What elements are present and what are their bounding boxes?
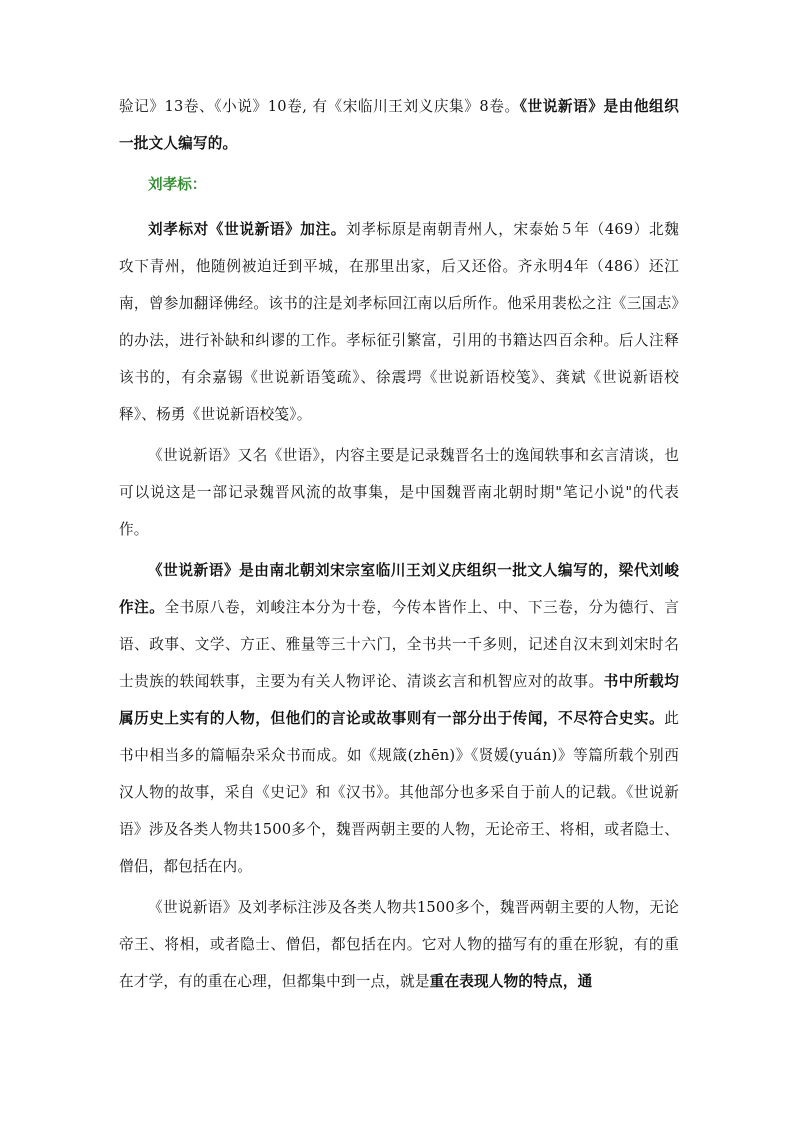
bold-compiled-by-him: 《世说新语》是由他组织一批文人编写的。 [119,98,680,152]
bold-annotation-lead: 刘孝标对《世说新语》加注。 [148,221,346,238]
section-heading-liu-xiaobiao: 刘孝标： [148,176,207,193]
text-sources: 此书中相当多的篇幅杂采众书而成。如《规箴(zhēn)》《贤媛(yuán)》等篇所载个别西汉人物的故事，采自《史记》和《汉书》。其他部分也多采自于前人的记载。《世说新语》涉及各类人物共1500多个，魏晋两朝主要的人物，无论帝王、将相，或者隐士、僧侣，都包括在内。 [119,710,679,875]
text-liu-xiaobiao-bio: 刘孝标原是南朝青州人，宋泰始５年（469）北魏攻下青州，他随例被迫迁到平城，在那里出家，后又还俗。齐永明4年（486）还江南，曾参加翻译佛经。该书的注是刘孝标回江南以后所作。他采用裴松之注《三国志》的办法，进行补缺和纠谬的工作。孝标征引繁富，引用的书籍达四百余种。后人注释该书的，有余嘉锡《世说新语笺疏》、徐震堮《世说新语校笺》、龚斌《世说新语校释》、杨勇《世说新语校笺》。 [119,221,679,423]
text-book-structure: 全书原八卷，刘峻注本分为十卷，今传本皆作上、中、下三卷，分为德行、言语、政事、文学、方正、雅量等三十六门，全书共一千多则，记述自汉末到刘宋时名士贵族的轶闻轶事，主要为有关人物评论、清谈玄言和机智应对的故事。 [119,599,679,690]
paragraph-liu-yiqing-works [119,88,679,162]
bold-character-traits: 重在表现人物的特点，通 [429,973,593,990]
bold-historical-note: 书中所载均属历史上实有的人物，但他们的言论或故事则有一部分出于传闻，不尽符合史实。 [119,673,679,727]
text-character-portrayal: 《世说新语》及刘孝标注涉及各类人物共1500多个，魏晋两朝主要的人物，无论帝王、将相，或者隐士、僧侣，都包括在内。它对人物的描写有的重在形貌，有的重在才学，有的重在心理，但都集中到一点，就是 [119,899,679,990]
text-works-list: 验记》13卷、《小说》10卷, 有《宋临川王刘义庆集》8卷。 [119,98,520,115]
bold-compiler-note: 《世说新语》是由南北朝刘宋宗室临川王刘义庆组织一批文人编写的，梁代刘峻作注。 [119,562,679,616]
paragraph-character-portrayal [119,889,679,1000]
paragraph-book-structure [119,552,679,885]
paragraph-book-summary [119,437,679,548]
text-book-summary: 《世说新语》又名《世语》，内容主要是记录魏晋名士的逸闻轶事和玄言清谈，也可以说这是一部记录魏晋风流的故事集，是中国魏晋南北朝时期"笔记小说"的代表作。 [119,447,679,538]
paragraph-liu-xiaobiao-annotation [119,211,679,433]
document-page [119,88,679,1000]
